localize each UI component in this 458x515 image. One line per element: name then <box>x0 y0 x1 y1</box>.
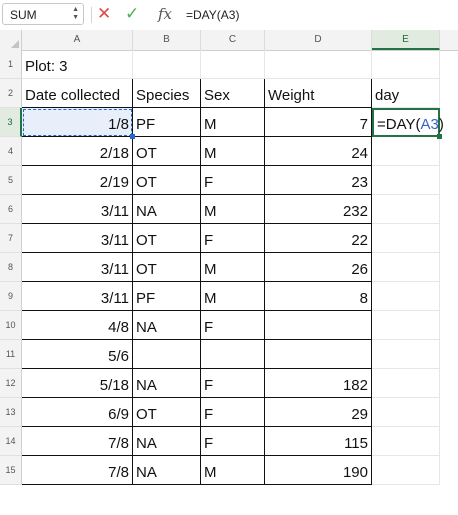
cell-e12[interactable] <box>372 369 440 398</box>
cell-e5[interactable] <box>372 166 440 195</box>
column-header-e[interactable]: E <box>372 30 440 50</box>
name-box-dropdown-icon[interactable]: ▲ ▼ <box>72 6 79 21</box>
cell-b13[interactable]: OT <box>133 398 201 427</box>
selection-fill-handle[interactable] <box>130 134 135 139</box>
cell-b7[interactable]: OT <box>133 224 201 253</box>
column-header-d[interactable]: D <box>265 30 372 50</box>
cell-d3[interactable]: 7 <box>265 108 372 137</box>
cell-c8[interactable]: M <box>201 253 265 282</box>
cell-a2[interactable]: Date collected <box>22 79 133 108</box>
insert-function-icon[interactable]: fx <box>158 5 173 23</box>
cell-d14[interactable]: 115 <box>265 427 372 456</box>
cell-a15[interactable]: 7/8 <box>22 456 133 485</box>
column-header-a[interactable]: A <box>22 30 133 50</box>
cell-d11[interactable] <box>265 340 372 369</box>
row-header-15[interactable]: 15 <box>0 456 22 485</box>
cell-d9[interactable]: 8 <box>265 282 372 311</box>
row-header-5[interactable]: 5 <box>0 166 22 195</box>
cell-d12[interactable]: 182 <box>265 369 372 398</box>
formula-bar <box>0 0 458 31</box>
cell-b5[interactable]: OT <box>133 166 201 195</box>
cell-e8[interactable] <box>372 253 440 282</box>
cell-a3[interactable]: 1/8 <box>22 108 133 137</box>
cell-a5[interactable]: 2/19 <box>22 166 133 195</box>
row-header-11[interactable]: 11 <box>0 340 22 369</box>
cell-c7[interactable]: F <box>201 224 265 253</box>
formula-suffix: ) <box>438 116 444 133</box>
row-header-7[interactable]: 7 <box>0 224 22 253</box>
formula-prefix: =DAY( <box>377 116 421 133</box>
cell-b2[interactable]: Species <box>133 79 201 108</box>
cell-c3[interactable]: M <box>201 108 265 137</box>
cell-c2[interactable]: Sex <box>201 79 265 108</box>
cell-e13[interactable] <box>372 398 440 427</box>
cell-b4[interactable]: OT <box>133 137 201 166</box>
column-header-b[interactable]: B <box>133 30 201 50</box>
formula-cell-reference: A3 <box>420 116 439 133</box>
cell-d8[interactable]: 26 <box>265 253 372 282</box>
row-header-13[interactable]: 13 <box>0 398 22 427</box>
row-header-2[interactable]: 2 <box>0 79 22 108</box>
cell-c4[interactable]: M <box>201 137 265 166</box>
cell-b9[interactable]: PF <box>133 282 201 311</box>
row-header-6[interactable]: 6 <box>0 195 22 224</box>
cell-d6[interactable]: 232 <box>265 195 372 224</box>
cell-b6[interactable]: NA <box>133 195 201 224</box>
cell-c10[interactable]: F <box>201 311 265 340</box>
cell-c11[interactable] <box>201 340 265 369</box>
formula-bar-divider <box>91 7 92 23</box>
cell-b8[interactable]: OT <box>133 253 201 282</box>
cell-c5[interactable]: F <box>201 166 265 195</box>
cell-d5[interactable]: 23 <box>265 166 372 195</box>
name-box-value: SUM <box>10 8 37 22</box>
cell-c15[interactable]: M <box>201 456 265 485</box>
cell-d7[interactable]: 22 <box>265 224 372 253</box>
cell-a10[interactable]: 4/8 <box>22 311 133 340</box>
edit-cell-fill-handle[interactable] <box>437 134 442 139</box>
cell-d1[interactable] <box>265 50 372 79</box>
cell-d13[interactable]: 29 <box>265 398 372 427</box>
cell-a9[interactable]: 3/11 <box>22 282 133 311</box>
cell-a1[interactable]: Plot: 3 <box>22 50 133 79</box>
column-header-c[interactable]: C <box>201 30 265 50</box>
cell-d4[interactable]: 24 <box>265 137 372 166</box>
cell-e9[interactable] <box>372 282 440 311</box>
cell-e10[interactable] <box>372 311 440 340</box>
name-box[interactable] <box>2 3 84 25</box>
cell-a6[interactable]: 3/11 <box>22 195 133 224</box>
row-header-14[interactable]: 14 <box>0 427 22 456</box>
cell-a11[interactable]: 5/6 <box>22 340 133 369</box>
select-all-corner[interactable] <box>0 30 22 50</box>
cell-a12[interactable]: 5/18 <box>22 369 133 398</box>
cell-e14[interactable] <box>372 427 440 456</box>
cell-e1[interactable] <box>372 50 440 79</box>
cell-a4[interactable]: 2/18 <box>22 137 133 166</box>
cell-a8[interactable]: 3/11 <box>22 253 133 282</box>
cell-b15[interactable]: NA <box>133 456 201 485</box>
cell-b10[interactable]: NA <box>133 311 201 340</box>
cell-a14[interactable]: 7/8 <box>22 427 133 456</box>
cell-a7[interactable]: 3/11 <box>22 224 133 253</box>
cell-e2[interactable]: day <box>372 79 440 108</box>
cell-d15[interactable]: 190 <box>265 456 372 485</box>
row-header-3[interactable]: 3 <box>0 108 22 137</box>
cell-e6[interactable] <box>372 195 440 224</box>
cell-c12[interactable]: F <box>201 369 265 398</box>
cell-c6[interactable]: M <box>201 195 265 224</box>
cell-e3[interactable] <box>372 108 444 137</box>
cell-c9[interactable]: M <box>201 282 265 311</box>
cell-c1[interactable] <box>201 50 265 79</box>
cell-c14[interactable]: F <box>201 427 265 456</box>
cell-a13[interactable]: 6/9 <box>22 398 133 427</box>
cell-d2[interactable]: Weight <box>265 79 372 108</box>
row-header-12[interactable]: 12 <box>0 369 22 398</box>
row-header-4[interactable]: 4 <box>0 137 22 166</box>
cell-b11[interactable] <box>133 340 201 369</box>
cell-e11[interactable] <box>372 340 440 369</box>
cancel-icon[interactable]: ✕ <box>97 4 112 23</box>
row-header-8[interactable]: 8 <box>0 253 22 282</box>
row-header-1[interactable]: 1 <box>0 50 22 79</box>
accept-icon[interactable]: ✓ <box>125 4 140 23</box>
row-header-10[interactable]: 10 <box>0 311 22 340</box>
cell-b12[interactable]: NA <box>133 369 201 398</box>
cell-e15[interactable] <box>372 456 440 485</box>
cell-c13[interactable]: F <box>201 398 265 427</box>
cell-e7[interactable] <box>372 224 440 253</box>
formula-input[interactable]: =DAY(A3) <box>186 8 240 22</box>
row-header-9[interactable]: 9 <box>0 282 22 311</box>
cell-d10[interactable] <box>265 311 372 340</box>
cell-b14[interactable]: NA <box>133 427 201 456</box>
cell-e4[interactable] <box>372 137 440 166</box>
cell-b1[interactable] <box>133 50 201 79</box>
cell-b3[interactable]: PF <box>133 108 201 137</box>
